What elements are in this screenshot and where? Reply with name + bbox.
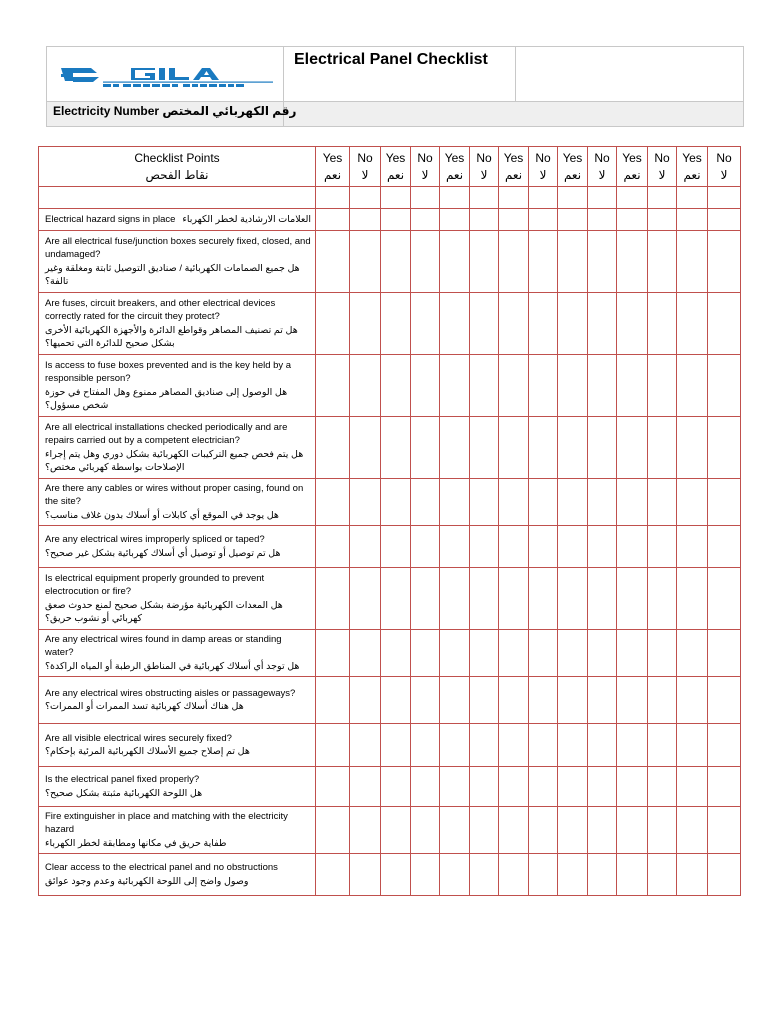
- no-checkbox-cell[interactable]: [470, 854, 499, 896]
- yes-checkbox-cell[interactable]: [381, 630, 411, 677]
- no-checkbox-cell[interactable]: [529, 355, 558, 417]
- yes-header: Yes نعم: [381, 147, 411, 187]
- no-checkbox-cell[interactable]: [648, 417, 677, 479]
- yes-checkbox-cell[interactable]: [316, 568, 350, 630]
- no-checkbox-cell[interactable]: [708, 479, 741, 526]
- point-text-ar: وصول واضح إلى اللوحة الكهربائية وعدم وجود عوائق: [45, 875, 249, 887]
- no-checkbox-cell[interactable]: [350, 417, 381, 479]
- yes-checkbox-cell[interactable]: [440, 417, 470, 479]
- checklist-point: [39, 630, 316, 677]
- checklist-point: [39, 724, 316, 767]
- point-text-ar: هل جميع الصمامات الكهربائية / صناديق التوصيل ثابتة ومغلقة وغير تالفة؟: [45, 262, 300, 287]
- no-checkbox-cell[interactable]: [350, 767, 381, 807]
- no-checkbox-cell[interactable]: [350, 355, 381, 417]
- point-text-en: Is access to fuse boxes prevented and is the key held by a responsible person?: [45, 359, 292, 384]
- yes-checkbox-cell[interactable]: [677, 293, 708, 355]
- yes-checkbox-cell[interactable]: [617, 767, 648, 807]
- no-header: No لا: [529, 147, 558, 187]
- point-text-ar: هل اللوحة الكهربائية مثبتة بشكل صحيح؟: [45, 787, 203, 799]
- electricity-number-field[interactable]: [284, 102, 744, 127]
- point-text-en: Clear access to the electrical panel and no obstructions: [45, 862, 278, 873]
- table-row: [39, 526, 741, 568]
- no-checkbox-cell[interactable]: [588, 355, 617, 417]
- point-text-en: Are there any cables or wires without proper casing, found on the site?: [45, 482, 304, 508]
- yes-checkbox-cell[interactable]: [617, 417, 648, 479]
- no-checkbox-cell[interactable]: [350, 630, 381, 677]
- yes-checkbox-cell[interactable]: [440, 526, 470, 568]
- yes-checkbox-cell[interactable]: [558, 526, 588, 568]
- yes-checkbox-cell[interactable]: [440, 724, 470, 767]
- no-checkbox-cell[interactable]: [708, 767, 741, 807]
- no-checkbox-cell[interactable]: [588, 417, 617, 479]
- yes-checkbox-cell[interactable]: [316, 630, 350, 677]
- no-checkbox-cell[interactable]: [350, 568, 381, 630]
- checklist-points-header: Checklist Points نقاط الفحص: [39, 147, 316, 187]
- checklist-point: [39, 231, 316, 293]
- no-checkbox-cell[interactable]: [470, 479, 499, 526]
- no-header: No لا: [411, 147, 440, 187]
- yes-checkbox-cell[interactable]: [499, 630, 529, 677]
- yes-checkbox-cell[interactable]: [316, 807, 350, 854]
- yes-checkbox-cell[interactable]: [381, 209, 411, 231]
- blank-check-cell[interactable]: [381, 187, 411, 209]
- yes-checkbox-cell[interactable]: [499, 355, 529, 417]
- yes-checkbox-cell[interactable]: [677, 568, 708, 630]
- yes-checkbox-cell[interactable]: [558, 854, 588, 896]
- no-checkbox-cell[interactable]: [708, 209, 741, 231]
- no-checkbox-cell[interactable]: [411, 767, 440, 807]
- yes-checkbox-cell[interactable]: [381, 479, 411, 526]
- blank-row: [39, 187, 741, 209]
- point-text-ar: العلامات الارشادية لخطر الكهرباء: [182, 213, 311, 225]
- no-checkbox-cell[interactable]: [470, 526, 499, 568]
- no-checkbox-cell[interactable]: [411, 231, 440, 293]
- yes-checkbox-cell[interactable]: [499, 807, 529, 854]
- yes-checkbox-cell[interactable]: [499, 854, 529, 896]
- yes-checkbox-cell[interactable]: [316, 417, 350, 479]
- yes-checkbox-cell[interactable]: [440, 677, 470, 724]
- no-checkbox-cell[interactable]: [648, 677, 677, 724]
- yes-checkbox-cell[interactable]: [677, 479, 708, 526]
- no-checkbox-cell[interactable]: [470, 355, 499, 417]
- yes-checkbox-cell[interactable]: [617, 231, 648, 293]
- yes-header: Yes نعم: [499, 147, 529, 187]
- yes-checkbox-cell[interactable]: [381, 677, 411, 724]
- yes-checkbox-cell[interactable]: [677, 417, 708, 479]
- page-title: Electrical Panel Checklist: [294, 51, 488, 68]
- blank-check-cell[interactable]: [316, 187, 350, 209]
- checklist-point: [39, 677, 316, 724]
- yes-checkbox-cell[interactable]: [617, 293, 648, 355]
- point-text-ar: هل تم تصنيف المصاهر وقواطع الدائرة والأجهزة الكهربائية الأخرى بشكل صحيح للدائرة التي تحميها؟: [45, 324, 298, 349]
- no-checkbox-cell[interactable]: [588, 209, 617, 231]
- no-checkbox-cell[interactable]: [470, 724, 499, 767]
- no-checkbox-cell[interactable]: [529, 767, 558, 807]
- no-checkbox-cell[interactable]: [411, 526, 440, 568]
- checklist-point: [39, 807, 316, 854]
- yes-checkbox-cell[interactable]: [499, 231, 529, 293]
- yes-checkbox-cell[interactable]: [440, 209, 470, 231]
- no-checkbox-cell[interactable]: [529, 417, 558, 479]
- yes-checkbox-cell[interactable]: [316, 526, 350, 568]
- table-row: [39, 724, 741, 767]
- no-checkbox-cell[interactable]: [529, 231, 558, 293]
- yes-checkbox-cell[interactable]: [677, 526, 708, 568]
- no-checkbox-cell[interactable]: [648, 767, 677, 807]
- yes-checkbox-cell[interactable]: [316, 854, 350, 896]
- yes-checkbox-cell[interactable]: [381, 526, 411, 568]
- point-text-en: Are any electrical wires found in damp areas or standing water?: [45, 633, 282, 659]
- no-checkbox-cell[interactable]: [648, 630, 677, 677]
- checklist-point: [39, 854, 316, 896]
- yes-checkbox-cell[interactable]: [558, 767, 588, 807]
- no-checkbox-cell[interactable]: [648, 526, 677, 568]
- point-text-ar: هل توجد أي أسلاك كهربائية في المناطق الرطبة أو المياه الراكدة؟: [45, 660, 300, 672]
- no-checkbox-cell[interactable]: [470, 209, 499, 231]
- yes-checkbox-cell[interactable]: [381, 807, 411, 854]
- yes-checkbox-cell[interactable]: [316, 767, 350, 807]
- yes-checkbox-cell[interactable]: [316, 479, 350, 526]
- blank-check-cell[interactable]: [677, 187, 708, 209]
- yes-checkbox-cell[interactable]: [617, 479, 648, 526]
- no-checkbox-cell[interactable]: [588, 630, 617, 677]
- no-checkbox-cell[interactable]: [529, 479, 558, 526]
- blank-check-cell[interactable]: [558, 187, 588, 209]
- no-checkbox-cell[interactable]: [529, 854, 558, 896]
- yes-checkbox-cell[interactable]: [440, 807, 470, 854]
- point-text-ar: هل هناك أسلاك كهربائية تسد الممرات أو الممرات؟: [45, 701, 244, 712]
- yes-checkbox-cell[interactable]: [440, 630, 470, 677]
- table-row: [39, 630, 741, 677]
- no-checkbox-cell[interactable]: [708, 854, 741, 896]
- no-checkbox-cell[interactable]: [411, 630, 440, 677]
- point-text-ar: هل تم إصلاح جميع الأسلاك الكهربائية المرئية بإحكام؟: [45, 746, 250, 757]
- yes-checkbox-cell[interactable]: [617, 630, 648, 677]
- no-checkbox-cell[interactable]: [411, 854, 440, 896]
- table-row: [39, 231, 741, 293]
- point-text-en: Are any electrical wires obstructing aisles or passageways?: [45, 687, 296, 699]
- yes-checkbox-cell[interactable]: [617, 209, 648, 231]
- yes-checkbox-cell[interactable]: [316, 677, 350, 724]
- blank-check-cell[interactable]: [708, 187, 741, 209]
- yes-checkbox-cell[interactable]: [677, 355, 708, 417]
- table-row: [39, 568, 741, 630]
- no-checkbox-cell[interactable]: [529, 630, 558, 677]
- no-checkbox-cell[interactable]: [529, 677, 558, 724]
- electricity-number-label: Electricity Number رقم الكهربائي المختص: [47, 102, 284, 127]
- yes-checkbox-cell[interactable]: [440, 854, 470, 896]
- no-checkbox-cell[interactable]: [529, 209, 558, 231]
- no-checkbox-cell[interactable]: [350, 293, 381, 355]
- yes-checkbox-cell[interactable]: [558, 630, 588, 677]
- table-row: [39, 209, 741, 231]
- no-header: No لا: [588, 147, 617, 187]
- checklist-point: [39, 767, 316, 807]
- blank-check-cell[interactable]: [440, 187, 470, 209]
- no-checkbox-cell[interactable]: [529, 293, 558, 355]
- table-row: [39, 807, 741, 854]
- point-text-ar: هل يوجد في الموقع أي كابلات أو أسلاك بدون غلاف مناسب؟: [45, 509, 279, 521]
- yes-checkbox-cell[interactable]: [499, 767, 529, 807]
- yes-checkbox-cell[interactable]: [677, 767, 708, 807]
- point-text-en: Electrical hazard signs in place: [45, 213, 176, 225]
- yes-checkbox-cell[interactable]: [316, 355, 350, 417]
- yes-checkbox-cell[interactable]: [558, 677, 588, 724]
- yes-checkbox-cell[interactable]: [440, 479, 470, 526]
- no-checkbox-cell[interactable]: [350, 479, 381, 526]
- company-logo: [59, 65, 275, 89]
- no-checkbox-cell[interactable]: [470, 231, 499, 293]
- no-checkbox-cell[interactable]: [708, 724, 741, 767]
- point-text-ar: هل المعدات الكهربائية مؤرضة بشكل صحيح لمنع حدوث صعق كهربائي أو نشوب حريق؟: [45, 599, 283, 624]
- yes-header: Yes نعم: [440, 147, 470, 187]
- checklist-body: [39, 187, 741, 896]
- checklist-point: [39, 417, 316, 479]
- table-row: [39, 479, 741, 526]
- yes-checkbox-cell[interactable]: [499, 677, 529, 724]
- yes-checkbox-cell[interactable]: [499, 724, 529, 767]
- no-checkbox-cell[interactable]: [588, 767, 617, 807]
- no-checkbox-cell[interactable]: [648, 807, 677, 854]
- yes-header: Yes نعم: [316, 147, 350, 187]
- yes-checkbox-cell[interactable]: [440, 355, 470, 417]
- no-checkbox-cell[interactable]: [708, 630, 741, 677]
- yes-checkbox-cell[interactable]: [499, 417, 529, 479]
- yes-checkbox-cell[interactable]: [677, 209, 708, 231]
- yes-checkbox-cell[interactable]: [617, 807, 648, 854]
- table-row: [39, 293, 741, 355]
- no-checkbox-cell[interactable]: [411, 355, 440, 417]
- yes-checkbox-cell[interactable]: [499, 526, 529, 568]
- no-checkbox-cell[interactable]: [350, 724, 381, 767]
- checklist-table: [38, 146, 741, 896]
- checklist-point: [39, 568, 316, 630]
- point-text-en: Are any electrical wires improperly spliced or taped?: [45, 534, 265, 545]
- yes-checkbox-cell[interactable]: [440, 293, 470, 355]
- blank-check-cell[interactable]: [470, 187, 499, 209]
- no-checkbox-cell[interactable]: [708, 568, 741, 630]
- no-checkbox-cell[interactable]: [470, 677, 499, 724]
- no-checkbox-cell[interactable]: [648, 293, 677, 355]
- yes-checkbox-cell[interactable]: [381, 724, 411, 767]
- no-checkbox-cell[interactable]: [350, 231, 381, 293]
- logo-cell: [47, 47, 284, 102]
- no-checkbox-cell[interactable]: [588, 854, 617, 896]
- blank-check-cell[interactable]: [499, 187, 529, 209]
- yes-checkbox-cell[interactable]: [617, 854, 648, 896]
- yes-checkbox-cell[interactable]: [558, 231, 588, 293]
- no-checkbox-cell[interactable]: [588, 526, 617, 568]
- blank-point-cell: [39, 187, 316, 209]
- no-checkbox-cell[interactable]: [588, 677, 617, 724]
- no-checkbox-cell[interactable]: [708, 355, 741, 417]
- blank-check-cell[interactable]: [588, 187, 617, 209]
- point-text-ar: هل يتم فحص جميع التركيبات الكهربائية بشكل دوري وهل يتم إجراء الإصلاحات بواسطة كهربائي مختص؟: [45, 448, 304, 473]
- yes-checkbox-cell[interactable]: [381, 568, 411, 630]
- yes-checkbox-cell[interactable]: [499, 479, 529, 526]
- no-checkbox-cell[interactable]: [708, 293, 741, 355]
- no-checkbox-cell[interactable]: [411, 568, 440, 630]
- table-row: [39, 677, 741, 724]
- yes-checkbox-cell[interactable]: [381, 355, 411, 417]
- no-checkbox-cell[interactable]: [529, 724, 558, 767]
- no-checkbox-cell[interactable]: [648, 568, 677, 630]
- no-checkbox-cell[interactable]: [470, 417, 499, 479]
- yes-checkbox-cell[interactable]: [677, 724, 708, 767]
- checklist-point: [39, 293, 316, 355]
- yes-checkbox-cell[interactable]: [617, 355, 648, 417]
- no-checkbox-cell[interactable]: [708, 231, 741, 293]
- table-row: [39, 854, 741, 896]
- no-checkbox-cell[interactable]: [588, 479, 617, 526]
- point-text-en: Are all electrical installations checked periodically and are repairs carried out by a competent electrician?: [45, 421, 288, 446]
- checklist-point: [39, 355, 316, 417]
- no-checkbox-cell[interactable]: [350, 854, 381, 896]
- no-checkbox-cell[interactable]: [588, 293, 617, 355]
- yes-checkbox-cell[interactable]: [617, 677, 648, 724]
- yes-checkbox-cell[interactable]: [558, 293, 588, 355]
- yes-checkbox-cell[interactable]: [677, 630, 708, 677]
- no-checkbox-cell[interactable]: [350, 677, 381, 724]
- point-text-ar: هل تم توصيل أو توصيل أي أسلاك كهربائية بشكل غير صحيح؟: [45, 547, 281, 559]
- yes-checkbox-cell[interactable]: [316, 293, 350, 355]
- table-row: [39, 355, 741, 417]
- checklist-point: [39, 479, 316, 526]
- yes-checkbox-cell[interactable]: [440, 231, 470, 293]
- point-text-en: Is electrical equipment properly grounded to prevent electrocution or fire?: [45, 572, 265, 597]
- yes-checkbox-cell[interactable]: [499, 209, 529, 231]
- no-checkbox-cell[interactable]: [411, 479, 440, 526]
- yes-checkbox-cell[interactable]: [381, 293, 411, 355]
- yes-checkbox-cell[interactable]: [381, 767, 411, 807]
- point-text-ar: طفاية حريق في مكانها ومطابقة لخطر الكهرباء: [45, 837, 227, 849]
- no-checkbox-cell[interactable]: [648, 231, 677, 293]
- yes-checkbox-cell[interactable]: [558, 724, 588, 767]
- yes-checkbox-cell[interactable]: [677, 231, 708, 293]
- no-checkbox-cell[interactable]: [470, 293, 499, 355]
- yes-checkbox-cell[interactable]: [558, 417, 588, 479]
- no-checkbox-cell[interactable]: [411, 209, 440, 231]
- no-checkbox-cell[interactable]: [708, 677, 741, 724]
- yes-checkbox-cell[interactable]: [558, 807, 588, 854]
- blank-check-cell[interactable]: [617, 187, 648, 209]
- no-checkbox-cell[interactable]: [648, 479, 677, 526]
- no-checkbox-cell[interactable]: [708, 526, 741, 568]
- no-checkbox-cell[interactable]: [588, 724, 617, 767]
- point-text-en: Are all electrical fuse/junction boxes securely fixed, closed, and undamaged?: [45, 235, 311, 260]
- no-checkbox-cell[interactable]: [648, 209, 677, 231]
- no-checkbox-cell[interactable]: [470, 767, 499, 807]
- point-text-en: Fire extinguisher in place and matching with the electricity hazard: [45, 810, 288, 836]
- yes-checkbox-cell[interactable]: [381, 854, 411, 896]
- yes-checkbox-cell[interactable]: [617, 568, 648, 630]
- yes-checkbox-cell[interactable]: [316, 231, 350, 293]
- no-header: No لا: [470, 147, 499, 187]
- yes-checkbox-cell[interactable]: [617, 724, 648, 767]
- table-row: [39, 417, 741, 479]
- checklist-point: [39, 526, 316, 568]
- no-checkbox-cell[interactable]: [648, 724, 677, 767]
- header-blank-cell: [516, 47, 744, 102]
- no-header: No لا: [648, 147, 677, 187]
- yes-checkbox-cell[interactable]: [316, 209, 350, 231]
- point-text-en: Are all visible electrical wires securely fixed?: [45, 732, 232, 744]
- no-checkbox-cell[interactable]: [529, 568, 558, 630]
- point-text-en: Is the electrical panel fixed properly?: [45, 774, 200, 785]
- yes-checkbox-cell[interactable]: [558, 355, 588, 417]
- no-checkbox-cell[interactable]: [350, 807, 381, 854]
- yes-checkbox-cell[interactable]: [440, 568, 470, 630]
- no-checkbox-cell[interactable]: [708, 417, 741, 479]
- no-checkbox-cell[interactable]: [588, 807, 617, 854]
- no-checkbox-cell[interactable]: [648, 355, 677, 417]
- no-checkbox-cell[interactable]: [588, 568, 617, 630]
- no-checkbox-cell[interactable]: [529, 807, 558, 854]
- yes-checkbox-cell[interactable]: [677, 854, 708, 896]
- yes-checkbox-cell[interactable]: [499, 568, 529, 630]
- blank-check-cell[interactable]: [411, 187, 440, 209]
- no-header: No لا: [350, 147, 381, 187]
- no-checkbox-cell[interactable]: [708, 807, 741, 854]
- yes-checkbox-cell[interactable]: [499, 293, 529, 355]
- yes-checkbox-cell[interactable]: [558, 568, 588, 630]
- point-text-ar: هل الوصول إلى صناديق المصاهر ممنوع وهل المفتاح في حوزة شخص مسؤول؟: [45, 386, 288, 411]
- yes-checkbox-cell[interactable]: [677, 807, 708, 854]
- no-checkbox-cell[interactable]: [588, 231, 617, 293]
- yes-header: Yes نعم: [617, 147, 648, 187]
- yes-header: Yes نعم: [558, 147, 588, 187]
- title-cell: [284, 47, 516, 102]
- table-row: [39, 767, 741, 807]
- blank-check-cell[interactable]: [529, 187, 558, 209]
- yes-checkbox-cell[interactable]: [440, 767, 470, 807]
- no-header: No لا: [708, 147, 741, 187]
- no-checkbox-cell[interactable]: [350, 209, 381, 231]
- yes-checkbox-cell[interactable]: [558, 209, 588, 231]
- no-checkbox-cell[interactable]: [411, 724, 440, 767]
- yes-header: Yes نعم: [677, 147, 708, 187]
- yes-checkbox-cell[interactable]: [558, 479, 588, 526]
- no-checkbox-cell[interactable]: [470, 568, 499, 630]
- yes-checkbox-cell[interactable]: [677, 677, 708, 724]
- no-checkbox-cell[interactable]: [470, 807, 499, 854]
- no-checkbox-cell[interactable]: [350, 526, 381, 568]
- no-checkbox-cell[interactable]: [648, 854, 677, 896]
- blank-check-cell[interactable]: [350, 187, 381, 209]
- table-header-row: [39, 147, 741, 187]
- blank-check-cell[interactable]: [648, 187, 677, 209]
- yes-checkbox-cell[interactable]: [381, 231, 411, 293]
- no-checkbox-cell[interactable]: [411, 807, 440, 854]
- yes-checkbox-cell[interactable]: [617, 526, 648, 568]
- no-checkbox-cell[interactable]: [411, 293, 440, 355]
- yes-checkbox-cell[interactable]: [381, 417, 411, 479]
- point-text-en: Are fuses, circuit breakers, and other electrical devices correctly rated for the circuit they protect?: [45, 297, 276, 322]
- checklist-point: [39, 209, 316, 231]
- no-checkbox-cell[interactable]: [470, 630, 499, 677]
- no-checkbox-cell[interactable]: [411, 677, 440, 724]
- document-header: [46, 46, 744, 127]
- yes-checkbox-cell[interactable]: [316, 724, 350, 767]
- no-checkbox-cell[interactable]: [411, 417, 440, 479]
- no-checkbox-cell[interactable]: [529, 526, 558, 568]
